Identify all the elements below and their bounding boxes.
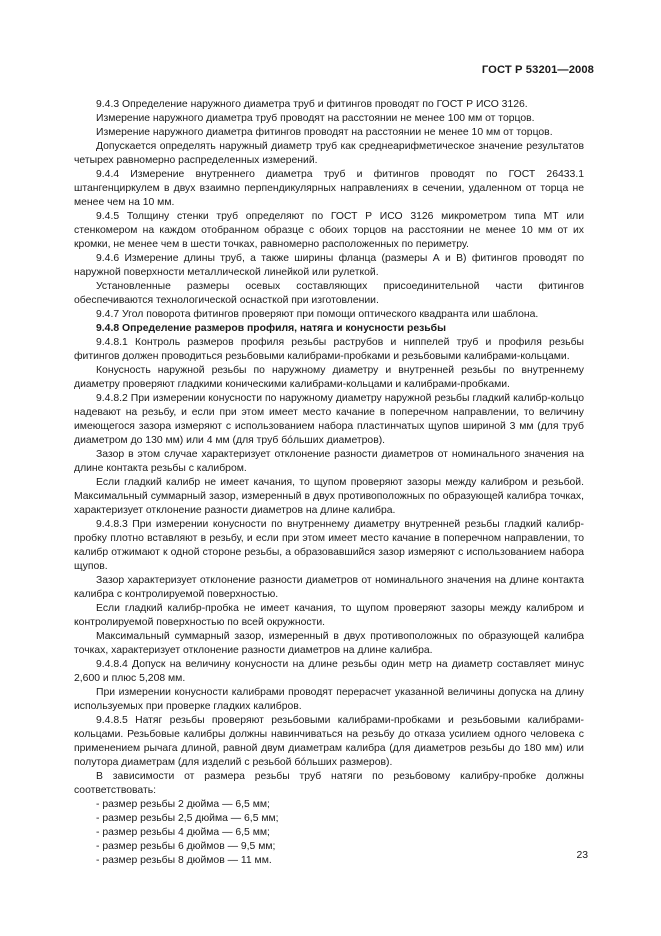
list-item: - размер резьбы 4 дюйма — 6,5 мм; xyxy=(96,827,270,838)
paragraph: 9.4.4 Измерение внутреннего диаметра труб и фитингов проводят по ГОСТ 26433.1 штангенциркулем в двух взаимно перпендикулярных направлениях в сечении, удаленном от торца не менее чем на 10 мм. xyxy=(74,169,584,208)
paragraph: 9.4.3 Определение наружного диаметра труб и фитингов проводят по ГОСТ Р ИСО 3126. xyxy=(96,99,528,110)
paragraph: В зависимости от размера резьбы труб натяги по резьбовому калибру-пробке должны соответствовать: xyxy=(74,771,584,796)
paragraph: 9.4.8.3 При измерении конусности по внутреннему диаметру внутренней резьбы гладкий калибр-пробку плотно вставляют в резьбу, и если при этом имеет место качание в поперечном направлении, то калибр отжимают к одной стороне резьбы, а образовавшийся зазор измеряют с использованием набора щупов. xyxy=(74,519,584,572)
section-heading: 9.4.8 Определение размеров профиля, натяга и конусности резьбы xyxy=(96,323,446,334)
list-item: - размер резьбы 2 дюйма — 6,5 мм; xyxy=(96,799,270,810)
paragraph: 9.4.8.1 Контроль размеров профиля резьбы раструбов и ниппелей труб и профиля резьбы фитингов должен проводиться резьбовыми калибрами-пробками и резьбовыми калибрами-кольцами. xyxy=(74,337,584,362)
document-body xyxy=(74,98,584,868)
list-item: - размер резьбы 6 дюймов — 9,5 мм; xyxy=(96,841,276,852)
paragraph: 9.4.8.2 При измерении конусности по наружному диаметру наружной резьбы гладкий калибр-кольцо надевают на резьбу, и если при этом имеет место качание в поперечном направлении, то величину имеющегося зазора измеряют с использованием набора пластинчатых щупов шириной 3 мм (для труб диаметром до 130 мм) или 4 мм (для труб бóльших диаметров). xyxy=(74,393,584,446)
list-item: - размер резьбы 2,5 дюйма — 6,5 мм; xyxy=(96,813,279,824)
paragraph: 9.4.6 Измерение длины труб, а также ширины фланца (размеры А и В) фитингов проводят по наружной поверхности металлической линейкой или рулеткой. xyxy=(74,253,584,278)
paragraph: 9.4.8.4 Допуск на величину конусности на длине резьбы один метр на диаметр составляет минус 2,600 и плюс 5,208 мм. xyxy=(74,659,584,684)
paragraph: Зазор в этом случае характеризует отклонение разности диаметров от номинального значения на длине контакта резьбы с калибром. xyxy=(74,449,584,474)
paragraph: При измерении конусности калибрами проводят перерасчет указанной величины допуска на длину используемых при проверке гладких калибров. xyxy=(74,687,584,712)
list-item: - размер резьбы 8 дюймов — 11 мм. xyxy=(96,855,272,866)
paragraph: Если гладкий калибр не имеет качания, то щупом проверяют зазоры между калибром и резьбой. Максимальный суммарный зазор, измеренный в двух противоположных по образующей калибра точках, характеризует отклонение разности диаметров на длине калибра. xyxy=(74,477,584,516)
document-header: ГОСТ Р 53201—2008 xyxy=(481,64,594,76)
paragraph: Установленные размеры осевых составляющих присоединительной части фитингов обеспечиваются технологической оснасткой при изготовлении. xyxy=(74,281,584,306)
paragraph: Если гладкий калибр-пробка не имеет качания, то щупом проверяют зазоры между калибром и контролируемой поверхностью по всей окружности. xyxy=(74,603,584,628)
paragraph: Зазор характеризует отклонение разности диаметров от номинального значения на длине контакта калибра с контролируемой поверхностью. xyxy=(74,575,584,600)
paragraph: Измерение наружного диаметра фитингов проводят на расстоянии не менее 10 мм от торцов. xyxy=(96,127,553,138)
paragraph: Максимальный суммарный зазор, измеренный в двух противоположных по образующей калибра точках, характеризует отклонение разности диаметров на длине калибра. xyxy=(74,631,584,656)
paragraph: Конусность наружной резьбы по наружному диаметру и внутренней резьбы по внутреннему диаметру проверяют гладкими коническими калибрами-кольцами и калибрами-пробками. xyxy=(74,365,584,390)
paragraph: Измерение наружного диаметра труб проводят на расстоянии не менее 100 мм от торцов. xyxy=(96,113,535,124)
paragraph: Допускается определять наружный диаметр труб как среднеарифметическое значение результатов четырех равномерно распределенных измерений. xyxy=(74,141,584,166)
paragraph: 9.4.7 Угол поворота фитингов проверяют при помощи оптического квадранта или шаблона. xyxy=(96,309,539,320)
page-number: 23 xyxy=(576,850,588,861)
paragraph: 9.4.5 Толщину стенки труб определяют по ГОСТ Р ИСО 3126 микрометром типа МТ или стенкомером на каждом отобранном образце с обоих торцов на расстоянии не менее 10 мм от их кромки, не менее чем в шести точках, равномерно расположенных по периметру. xyxy=(74,211,584,250)
paragraph: 9.4.8.5 Натяг резьбы проверяют резьбовыми калибрами-пробками и резьбовыми калибрами-кольцами. Резьбовые калибры должны навинчиваться на резьбу до отказа усилием одного человека с применением рычага длиной, равной двум диаметрам калибра (для диаметров резьбы до 180 мм) или полутора диаметрам (для изделий с резьбой бóльших размеров). xyxy=(74,715,584,768)
